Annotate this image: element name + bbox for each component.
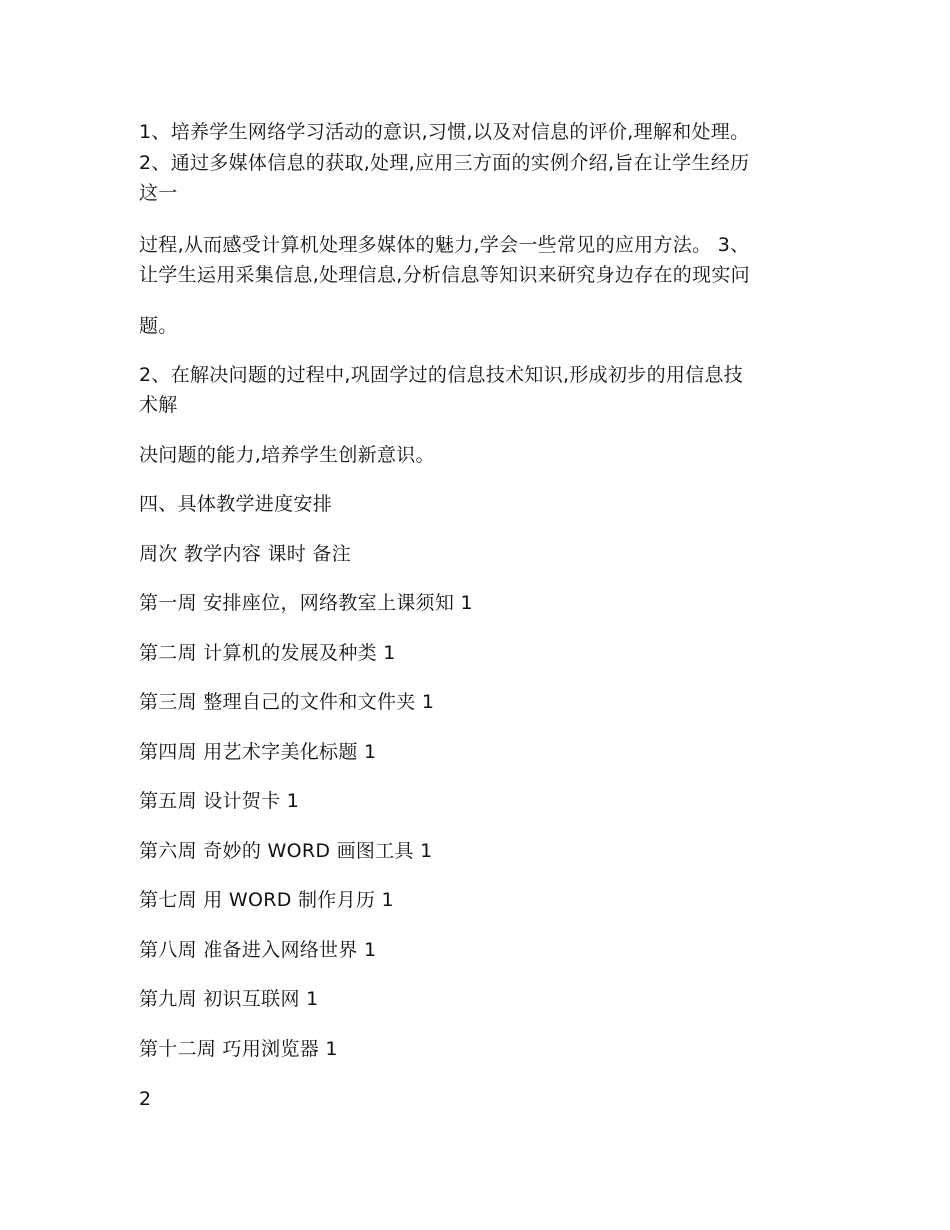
text-line: 2、通过多媒体信息的获取,处理,应用三方面的实例介绍,旨在让学生经历 xyxy=(139,152,750,174)
text-line: 这一 xyxy=(139,182,178,204)
text-line: 让学生运用采集信息,处理信息,分析信息等知识来研究身边存在的现实问 xyxy=(139,264,750,286)
page-number: 2 xyxy=(139,1088,152,1110)
schedule-row: 第三周 整理自己的文件和文件夹 1 xyxy=(139,691,435,713)
text-line: 术解 xyxy=(139,394,178,416)
schedule-row: 第九周 初识互联网 1 xyxy=(139,988,319,1010)
schedule-row: 第一周 安排座位，网络教室上课须知 1 xyxy=(139,592,473,614)
schedule-row: 第二周 计算机的发展及种类 1 xyxy=(139,642,396,664)
text-line: 决问题的能力,培养学生创新意识。 xyxy=(139,444,435,466)
schedule-row: 第七周 用 WORD 制作月历 1 xyxy=(139,889,394,911)
schedule-row: 第五周 设计贺卡 1 xyxy=(139,790,300,812)
text-line: 1、培养学生网络学习活动的意识,习惯,以及对信息的评价,理解和处理。 xyxy=(139,121,750,143)
text-line: 题。 xyxy=(139,315,178,337)
text-line: 过程,从而感受计算机处理多媒体的魅力,学会一些常见的应用方法。 3、 xyxy=(139,234,750,256)
section-heading: 四、具体教学进度安排 xyxy=(139,493,333,515)
schedule-row: 第十二周 巧用浏览器 1 xyxy=(139,1038,338,1060)
schedule-header: 周次 教学内容 课时 备注 xyxy=(139,543,352,565)
text-line: 2、在解决问题的过程中,巩固学过的信息技术知识,形成初步的用信息技 xyxy=(139,364,744,386)
schedule-row: 第四周 用艺术字美化标题 1 xyxy=(139,741,377,763)
schedule-row: 第六周 奇妙的 WORD 画图工具 1 xyxy=(139,840,433,862)
schedule-row: 第八周 准备进入网络世界 1 xyxy=(139,939,377,961)
